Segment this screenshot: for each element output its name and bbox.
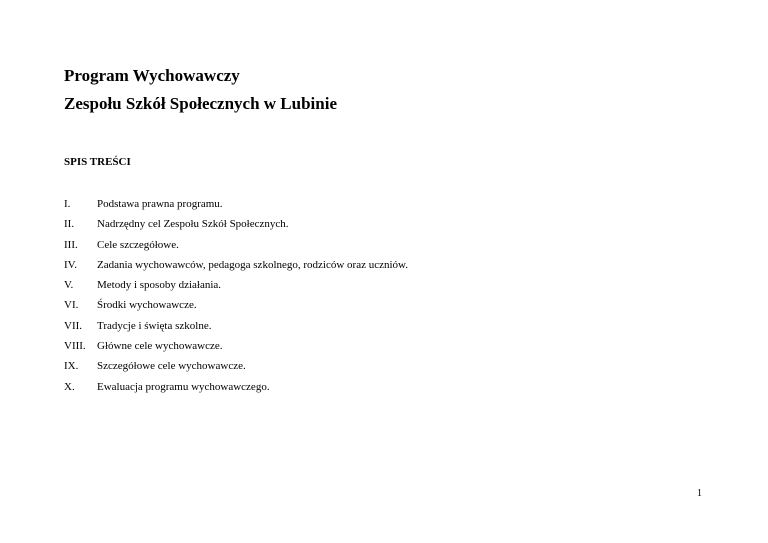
toc-item-number: VII. bbox=[64, 319, 83, 332]
toc-item-text: Ewaluacja programu wychowawczego. bbox=[97, 380, 270, 393]
toc-item-number: II. bbox=[64, 218, 75, 231]
toc-item-number: V. bbox=[64, 279, 74, 292]
toc-item-number: III. bbox=[64, 238, 78, 251]
toc-item-number: I. bbox=[64, 198, 71, 210]
toc-item-text: Główne cele wychowawcze. bbox=[97, 340, 223, 353]
toc-item-number: IV. bbox=[64, 258, 77, 271]
toc-item-text: Nadrzędny cel Zespołu Szkół Społecznych. bbox=[97, 218, 289, 231]
toc-item-text: Zadania wychowawców, pedagoga szkolnego, rodziców oraz uczniów. bbox=[97, 258, 409, 271]
toc-item-text: Podstawa prawna programu. bbox=[97, 198, 223, 210]
toc-item bbox=[64, 197, 664, 217]
toc-item-text: Cele szczegółowe. bbox=[97, 238, 179, 251]
toc-item-number: IX. bbox=[64, 360, 79, 373]
toc-item bbox=[64, 319, 664, 339]
toc-item bbox=[64, 339, 664, 359]
toc-item bbox=[64, 298, 664, 318]
document-title: Program Wychowawczy bbox=[64, 66, 240, 85]
toc-item-text: Metody i sposoby działania. bbox=[97, 279, 222, 292]
toc-item bbox=[64, 380, 664, 400]
toc-item-text: Tradycje i święta szkolne. bbox=[97, 319, 212, 332]
toc-item bbox=[64, 258, 664, 278]
toc-item-text: Szczegółowe cele wychowawcze. bbox=[97, 360, 246, 373]
page-number: 1 bbox=[697, 488, 702, 499]
toc-item-text: Środki wychowawcze. bbox=[97, 299, 197, 312]
document-subtitle: Zespołu Szkół Społecznych w Lubinie bbox=[64, 94, 338, 113]
toc-item bbox=[64, 359, 664, 379]
table-of-contents-heading: SPIS TREŚCI bbox=[64, 156, 131, 168]
toc-item bbox=[64, 217, 664, 237]
toc-item-number: VIII. bbox=[64, 340, 86, 353]
toc-item-number: X. bbox=[64, 380, 75, 393]
toc-item bbox=[64, 278, 664, 298]
toc-item bbox=[64, 238, 664, 258]
table-of-contents bbox=[64, 197, 664, 400]
toc-item-number: VI. bbox=[64, 299, 79, 312]
